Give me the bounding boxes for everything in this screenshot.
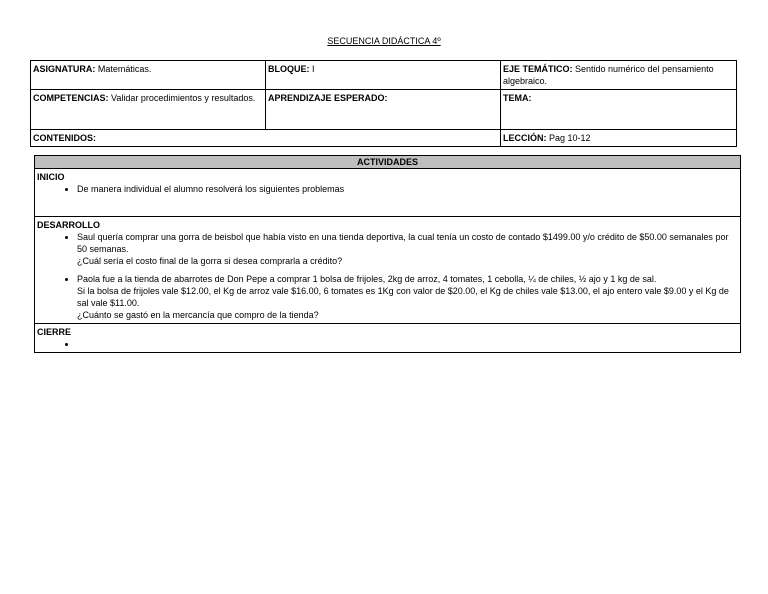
document-title: SECUENCIA DIDÁCTICA 4º (327, 36, 441, 46)
cierre-section (35, 324, 741, 353)
inicio-item: • De manera individual el alumno resolverá los siguientes problemas (77, 183, 738, 195)
problem-1 (77, 231, 738, 267)
bloque-cell (266, 61, 501, 90)
inicio-list (37, 183, 738, 195)
activities-table (34, 155, 741, 353)
inicio-section (35, 169, 741, 217)
asignatura-value: Matemáticas. (95, 64, 152, 74)
contenidos-label: CONTENIDOS: (33, 133, 96, 143)
desarrollo-label: DESARROLLO (37, 220, 100, 230)
desarrollo-list (37, 231, 738, 321)
tema-label: TEMA: (503, 93, 532, 103)
header-table (30, 60, 737, 147)
bloque-label: BLOQUE: (268, 64, 310, 74)
desarrollo-section (35, 217, 741, 324)
competencias-cell (31, 90, 266, 130)
eje-cell (501, 61, 737, 90)
competencias-label: COMPETENCIAS: (33, 93, 109, 103)
contenidos-cell (31, 130, 501, 147)
asignatura-label: ASIGNATURA: (33, 64, 96, 74)
leccion-value: Pag 10-12 (546, 133, 591, 143)
problem-2-question: ¿Cuánto se gastó en la mercancía que compro de la tienda? (77, 310, 319, 320)
problem-1-question: ¿Cuál sería el costo final de la gorra si desea comprarla a crédito? (77, 256, 343, 266)
cierre-label: CIERRE (37, 327, 72, 337)
leccion-cell (501, 130, 737, 147)
activities-heading: ACTIVIDADES (35, 156, 741, 169)
leccion-label: LECCIÓN: (503, 133, 547, 143)
inicio-label: INICIO (37, 172, 65, 182)
tema-cell (501, 90, 737, 130)
eje-label: EJE TEMÁTICO: (503, 64, 573, 74)
eje-value: Sentido numérico del pensamiento algebraico. (503, 64, 714, 86)
aprendizaje-label: APRENDIZAJE ESPERADO: (268, 93, 388, 103)
asignatura-cell (31, 61, 266, 90)
cierre-item (77, 338, 738, 350)
bloque-value: I (309, 64, 315, 74)
problem-2 (77, 273, 738, 321)
cierre-list (37, 338, 738, 350)
problem-2-prices: Si la bolsa de frijoles vale $12.00, el Kg de arroz vale $16.00, 6 tomates es 1Kg con valor de $20.00, el Kg de chiles vale $13.00, el ajo entero vale $9.00 y el Kg de sal vale $11.00. (77, 286, 729, 308)
problem-1-text: Saul quería comprar una gorra de beisbol que había visto en una tienda deportiva, la cual tenía un costo de contado $1499.00 y/o crédito de $50.00 semanales por 50 semanas. (77, 232, 729, 254)
aprendizaje-cell (266, 90, 501, 130)
problem-2-text: Paola fue a la tienda de abarrotes de Don Pepe a comprar 1 bolsa de frijoles, 2kg de arroz, 4 tomates, 1 cebolla, ¼ de chiles, ½ ajo y 1 kg de sal. (77, 274, 657, 284)
competencias-value: Validar procedimientos y resultados. (108, 93, 256, 103)
